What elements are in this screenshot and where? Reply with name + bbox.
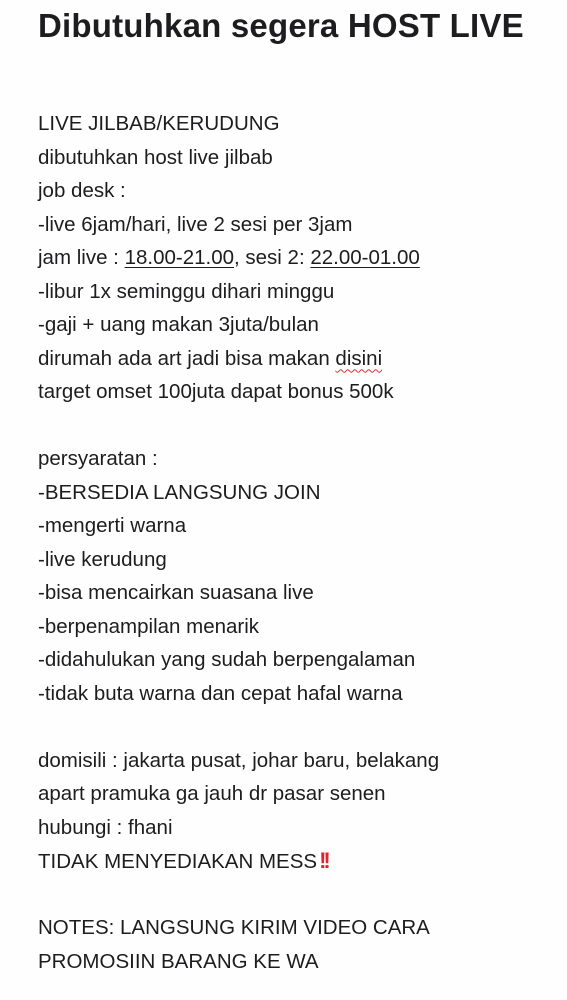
page-title: Dibutuhkan segera HOST LIVE <box>38 7 524 44</box>
line-live-hours: -live 6jam/hari, live 2 sesi per 3jam <box>38 212 353 236</box>
line-libur: -libur 1x seminggu dihari minggu <box>38 279 335 303</box>
line-notes: NOTES: LANGSUNG KIRIM VIDEO CARA <box>38 916 430 939</box>
line-buta-warna: -tidak buta warna dan cepat hafal warna <box>38 681 403 705</box>
line-dirumah <box>38 342 558 376</box>
dirumah-text: dirumah ada art jadi bisa makan <box>38 346 336 370</box>
line-mess <box>38 844 558 878</box>
line-jam-live <box>38 241 558 275</box>
line-live-jilbab: LIVE JILBAB/KERUDUNG <box>38 112 280 135</box>
line-target-omset: target omset 100juta dapat bonus 500k <box>38 380 394 403</box>
jam-live-middle: , sesi 2: <box>234 246 311 269</box>
line-dibutuhkan-host: dibutuhkan host live jilbab <box>38 145 273 169</box>
line-job-desk: job desk : <box>38 179 126 202</box>
line-suasana: -bisa mencairkan suasana live <box>38 581 314 604</box>
time-link-session-2[interactable]: 22.00-01.00 <box>310 246 420 269</box>
note-body <box>38 107 558 978</box>
line-domisili: domisili : jakarta pusat, johar baru, belakang <box>38 748 440 772</box>
spellcheck-word-disini[interactable]: disini <box>335 346 383 370</box>
line-live-kerudung: -live kerudung <box>38 547 167 571</box>
line-persyaratan: persyaratan : <box>38 447 158 470</box>
line-gaji: -gaji + uang makan 3juta/bulan <box>38 313 319 336</box>
blank-line <box>38 878 558 912</box>
line-hubungi: hubungi : fhani <box>38 815 173 839</box>
line-bersedia: -BERSEDIA LANGSUNG JOIN <box>38 480 321 504</box>
line-promosiin: PROMOSIIN BARANG KE WA <box>38 949 319 973</box>
mess-text: TIDAK MENYEDIAKAN MESS <box>38 850 318 873</box>
line-berpenampilan: -berpenampilan menarik <box>38 614 260 638</box>
double-exclamation-icon: !! <box>319 848 328 873</box>
blank-line <box>38 409 558 443</box>
time-link-session-1[interactable]: 18.00-21.00 <box>124 246 235 269</box>
line-berpengalaman: -didahulukan yang sudah berpengalaman <box>38 648 416 671</box>
jam-live-prefix: jam live : <box>38 246 125 269</box>
line-mengerti-warna: -mengerti warna <box>38 514 187 537</box>
blank-line <box>38 710 558 744</box>
line-apart-pramuka: apart pramuka ga jauh dr pasar senen <box>38 782 386 805</box>
